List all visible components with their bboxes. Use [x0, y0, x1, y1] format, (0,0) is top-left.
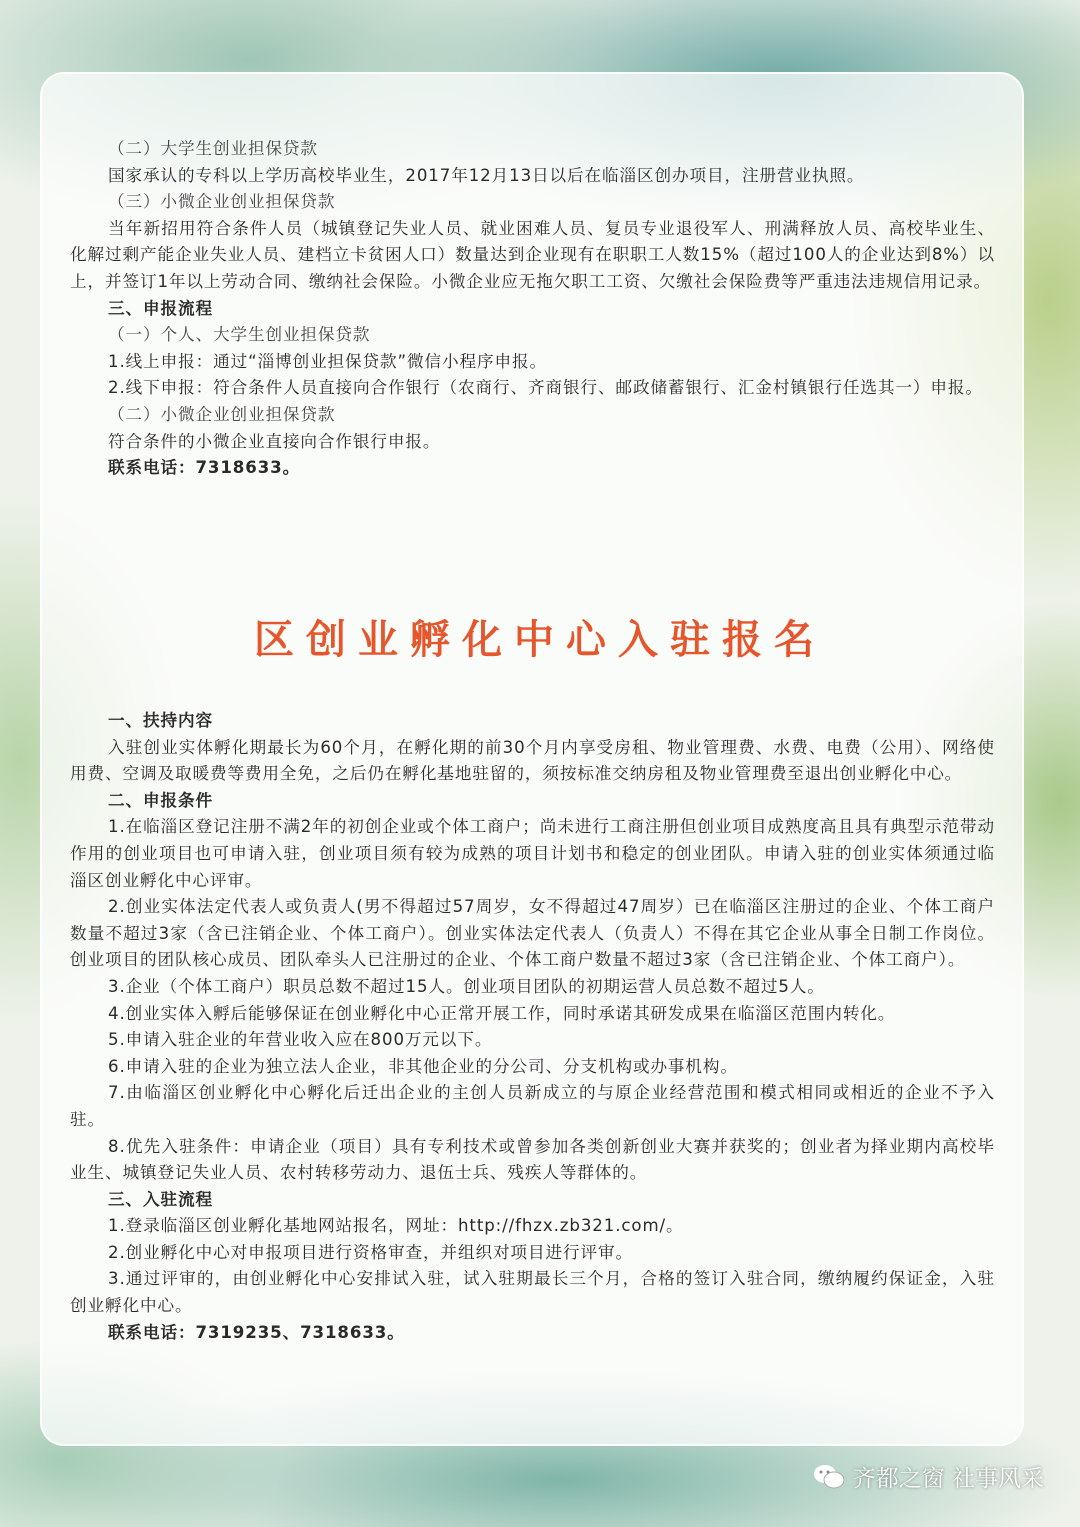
paragraph: 4.创业实体入孵后能够保证在创业孵化中心正常开展工作，同时承诺其研发成果在临淄区范围内转化。: [108, 1003, 896, 1023]
paragraph: 6.申请入驻的企业为独立法人企业，非其他企业的分公司、分支机构或办事机构。: [108, 1056, 738, 1076]
incubator-section: [70, 708, 995, 1346]
subsection-heading: （二）小微企业创业担保贷款: [108, 404, 336, 424]
paragraph: 5.申请入驻企业的年营业收入应在800万元以下。: [108, 1030, 493, 1050]
paragraph: 3.企业（个体工商户）职员总数不超过15人。创业项目团队的初期运营人员总数不超过5人。: [108, 976, 825, 996]
loan-section: [70, 136, 995, 482]
paragraph: 7.由临淄区创业孵化中心孵化后迁出企业的主创人员新成立的与原企业经营范围和模式相同或相近的企业不予入驻。: [70, 1083, 995, 1129]
subsection-heading: （一）个人、大学生创业担保贷款: [108, 325, 371, 345]
paragraph: 入驻创业实体孵化期最长为60个月，在孵化期的前30个月内享受房租、物业管理费、水费、电费（公用）、网络使用费、空调及取暖费等费用全免，之后仍在孵化基地驻留的，须按标准交纳房租及物业管理费至退出创业孵化中心。: [70, 737, 995, 784]
paragraph: 2.创业孵化中心对申报项目进行资格审查，并组织对项目进行评审。: [108, 1242, 633, 1262]
paragraph: 国家承认的专科以上学历高校毕业生，2017年12月13日以后在临淄区创办项目，注册营业执照。: [108, 165, 865, 185]
paragraph: 2.线下申报：符合条件人员直接向合作银行（农商行、齐商银行、邮政储蓄银行、汇金村镇银行任选其一）申报。: [108, 378, 983, 398]
paragraph: 8.优先入驻条件：申请企业（项目）具有专利技术或曾参加各类创新创业大赛并获奖的；创业者为择业期内高校毕业生、城镇登记失业人员、农村转移劳动力、退伍士兵、残疾人等群体的。: [70, 1136, 995, 1183]
section-heading: 一、扶持内容: [108, 711, 213, 730]
paragraph: 1.在临淄区登记注册不满2年的初创企业或个体工商户；尚未进行工商注册但创业项目成熟度高且具有典型示范带动作用的创业项目也可申请入驻，创业项目须有较为成熟的项目计划书和稳定的创业团队。申请入驻的创业实体须通过临淄区创业孵化中心评审。: [70, 817, 995, 890]
paragraph: 3.通过评审的，由创业孵化中心安排试入驻，试入驻期最长三个月，合格的签订入驻合同，缴纳履约保证金，入驻创业孵化中心。: [70, 1269, 995, 1316]
section-heading: 二、申报条件: [108, 790, 213, 810]
subsection-heading: （二）大学生创业担保贷款: [108, 139, 318, 158]
section-heading: 联系电话：7318633。: [108, 458, 301, 478]
watermark-text: 齐都之窗 社事风采: [852, 1466, 1044, 1492]
section-heading: 联系电话：7319235、7318633。: [108, 1322, 405, 1342]
watermark: [813, 1460, 1044, 1493]
subsection-heading: （三）小微企业创业担保贷款: [108, 192, 336, 212]
section-heading: 三、入驻流程: [108, 1189, 213, 1209]
paragraph: 1.线上申报：通过“淄博创业担保贷款”微信小程序申报。: [108, 351, 547, 371]
paragraph: 符合条件的小微企业直接向合作银行申报。: [108, 431, 441, 451]
paragraph: 2.创业实体法定代表人或负责人(男不得超过57周岁，女不得超过47周岁）已在临淄区注册过的企业、个体工商户数量不超过3家（含已注销企业、个体工商户）。创业实体法定代表人（负责人）不得在其它企业从事全日制工作岗位。创业项目的团队核心成员、团队牵头人已注册过的企业、个体工商户数量不超过3家（含已注销企业、个体工商户）。: [70, 897, 995, 970]
section-title: 区创业孵化中心入驻报名: [254, 616, 826, 663]
wechat-icon: [813, 1463, 845, 1491]
section-heading: 三、申报流程: [108, 298, 213, 318]
paragraph: 当年新招用符合条件人员（城镇登记失业人员、就业困难人员、复员专业退役军人、刑满释放人员、高校毕业生、化解过剩产能企业失业人员、建档立卡贫困人口）数量达到企业现有在职职工人数15%（超过100人的企业达到8%）以上，并签订1年以上劳动合同、缴纳社会保险。小微企业应无拖欠职工工资、欠缴社会保险费等严重违法违规信用记录。: [70, 218, 995, 291]
paragraph: 1.登录临淄区创业孵化基地网站报名，网址：http://fhzx.zb321.com/。: [108, 1216, 684, 1236]
